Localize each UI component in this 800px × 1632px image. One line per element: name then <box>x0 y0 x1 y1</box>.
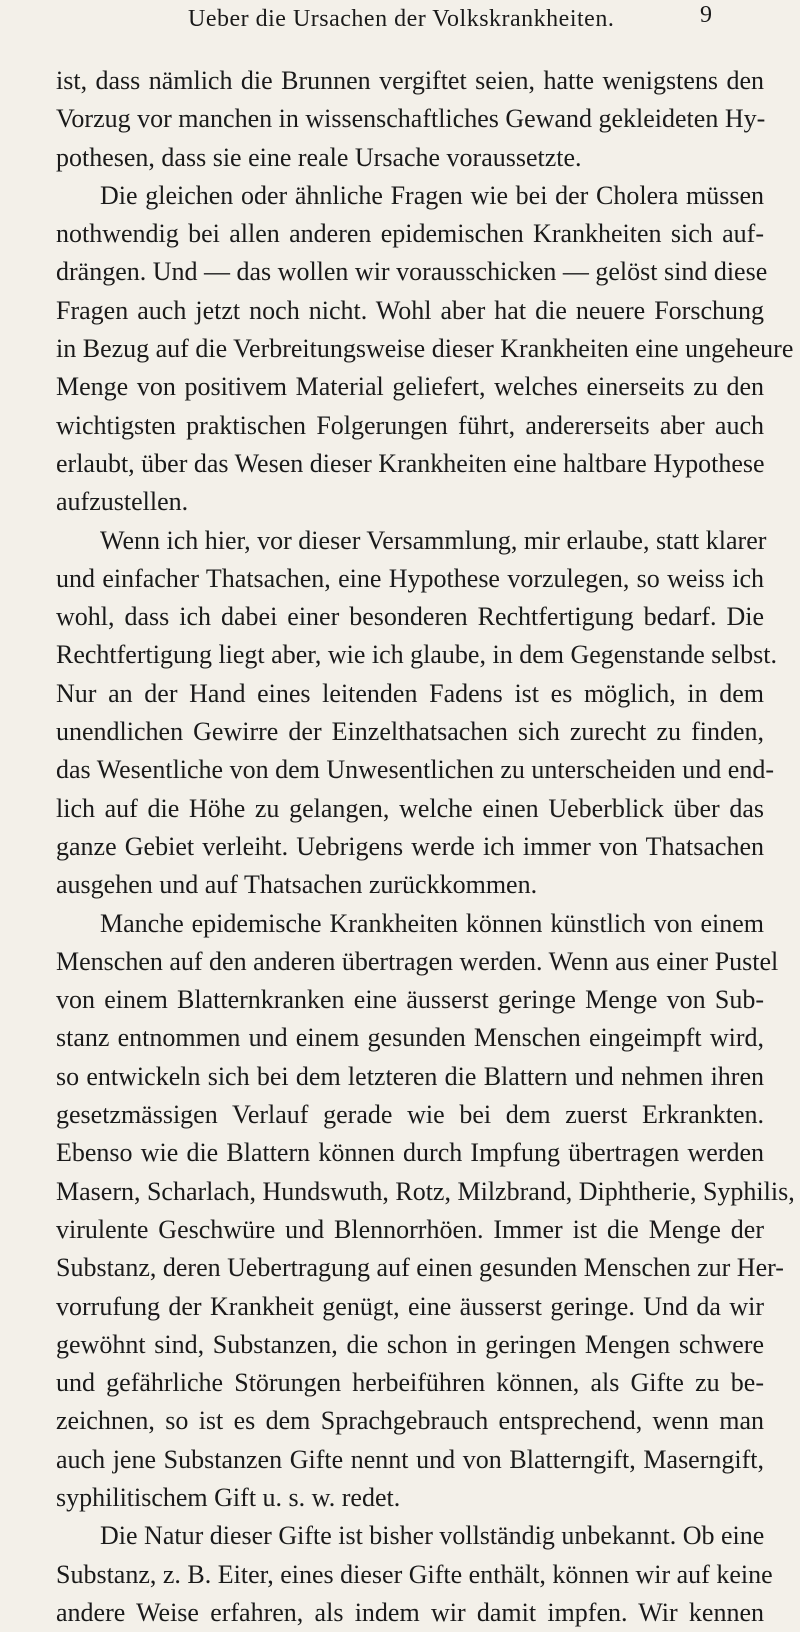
text-line: so entwickeln sich bei dem letzteren die Blattern und nehmen ihren <box>56 1061 764 1091</box>
text-line: virulente Geschwüre und Blennorrhöen. Immer ist die Menge der <box>56 1214 764 1244</box>
text-line: und einfacher Thatsachen, eine Hypothese vorzulegen, so weiss ich <box>56 563 764 593</box>
text-line: wichtigsten praktischen Folgerungen führt, andererseits aber auch <box>56 410 764 440</box>
text-line: drängen. Und — das wollen wir vorausschicken — gelöst sind diese <box>56 257 768 287</box>
text-line: erlaubt, über das Wesen dieser Krankheiten eine haltbare Hypothese <box>56 448 765 478</box>
text-line: Fragen auch jetzt noch nicht. Wohl aber hat die neuere Forschung <box>56 295 764 325</box>
text-line: ausgehen und auf Thatsachen zurückkommen. <box>56 870 538 900</box>
text-line: Menge von positivem Material geliefert, welches einerseits zu den <box>56 372 764 402</box>
text-line: zeichnen, so ist es dem Sprachgebrauch entsprechend, wenn man <box>56 1406 764 1436</box>
text-line: vorrufung der Krankheit genügt, eine äusserst geringe. Und da wir <box>56 1291 764 1321</box>
text-line: auch jene Substanzen Gifte nennt und von Blatterngift, Maserngift, <box>56 1444 764 1474</box>
text-line: Ebenso wie die Blattern können durch Impfung übertragen werden <box>56 1138 764 1168</box>
text-line: Die Natur dieser Gifte ist bisher vollständig unbekannt. Ob eine <box>100 1521 765 1551</box>
text-line: Menschen auf den anderen übertragen werden. Wenn aus einer Pustel <box>56 946 779 976</box>
running-head <box>0 2 800 36</box>
text-line: in Bezug auf die Verbreitungsweise dieser Krankheiten eine ungeheure <box>56 334 794 364</box>
text-line: ganze Gebiet verleiht. Uebrigens werde ich immer von Thatsachen <box>56 831 764 861</box>
text-line: andere Weise erfahren, als indem wir damit impfen. Wir kennen <box>56 1597 764 1627</box>
text-line: und gefährliche Störungen herbeiführen können, als Gifte zu be- <box>56 1368 764 1398</box>
text-line: das Wesentliche von dem Unwesentlichen zu unterscheiden und end- <box>56 755 774 785</box>
text-line: unendlichen Gewirre der Einzelthatsachen sich zurecht zu finden, <box>56 717 764 747</box>
text-line: Substanz, z. B. Eiter, eines dieser Gifte enthält, können wir auf keine <box>56 1559 773 1589</box>
text-line: syphilitischem Gift u. s. w. redet. <box>56 1482 401 1512</box>
text-line: Nur an der Hand eines leitenden Fadens ist es möglich, in dem <box>56 678 764 708</box>
text-line: Vorzug vor manchen in wissenschaftliches Gewand gekleideten Hy- <box>56 104 766 134</box>
text-line: stanz entnommen und einem gesunden Menschen eingeimpft wird, <box>56 1023 764 1053</box>
text-line: Masern, Scharlach, Hundswuth, Rotz, Milzbrand, Diphtherie, Syphilis, <box>56 1176 795 1206</box>
text-line: von einem Blatternkranken eine äusserst geringe Menge von Sub- <box>56 985 764 1015</box>
text-line: aufzustellen. <box>56 487 189 517</box>
text-line: Manche epidemische Krankheiten können künstlich von einem <box>100 908 764 938</box>
text-line: wohl, dass ich dabei einer besonderen Rechtfertigung bedarf. Die <box>56 602 764 632</box>
text-line: Wenn ich hier, vor dieser Versammlung, mir erlaube, statt klarer <box>100 525 767 555</box>
text-line: lich auf die Höhe zu gelangen, welche einen Ueberblick über das <box>56 793 764 823</box>
text-line: ist, dass nämlich die Brunnen vergiftet seien, hatte wenigstens den <box>56 66 764 95</box>
text-line: gewöhnt sind, Substanzen, die schon in geringen Mengen schwere <box>56 1329 764 1359</box>
text-line: Rechtfertigung liegt aber, wie ich glaube, in dem Gegenstande selbst. <box>56 640 777 670</box>
text-line: nothwendig bei allen anderen epidemischen Krankheiten sich auf- <box>56 219 764 249</box>
text-line: gesetzmässigen Verlauf gerade wie bei dem zuerst Erkrankten. <box>56 1100 764 1130</box>
text-line: Substanz, deren Uebertragung auf einen gesunden Menschen zur Her- <box>56 1253 784 1283</box>
text-line: Die gleichen oder ähnliche Fragen wie bei der Cholera müssen <box>100 180 764 210</box>
body-text <box>56 62 795 1632</box>
running-title: Ueber die Ursachen der Volkskrankheiten. <box>188 6 615 32</box>
text-line: pothesen, dass sie eine reale Ursache voraussetzte. <box>56 142 582 172</box>
page-number: 9 <box>700 2 712 28</box>
